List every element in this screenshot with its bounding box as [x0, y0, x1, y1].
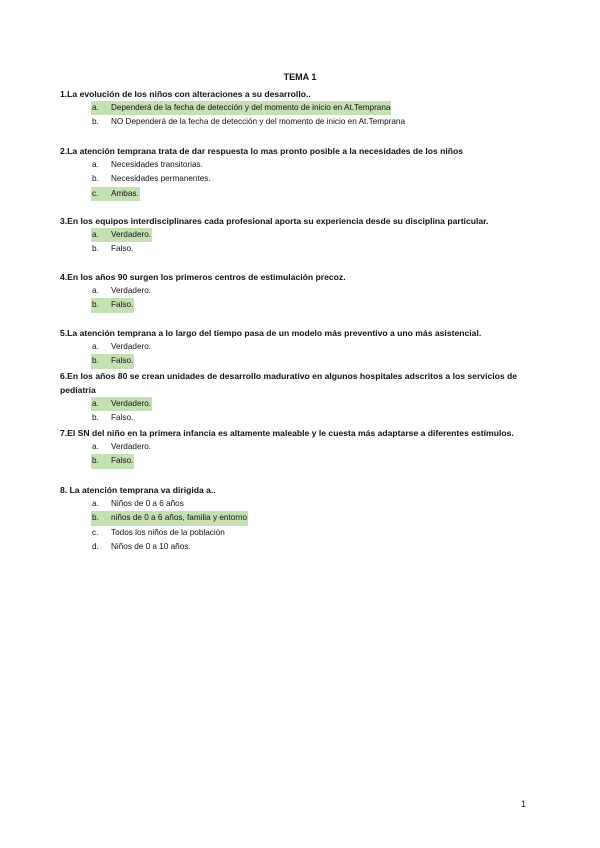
question-text: 7.El SN del niño en la primera infancia es altamente maleable y le cuesta más adaptarse a diferentes estímulos. — [60, 428, 514, 438]
option-content — [91, 101, 391, 115]
answer-option — [91, 172, 520, 186]
option-letter: b. — [92, 174, 99, 184]
option-text: Verdadero. — [111, 230, 152, 239]
option-letter: a. — [92, 442, 99, 451]
answer-option — [91, 115, 520, 129]
option-text: Niños de 0 a 10 años. — [111, 541, 191, 551]
answer-option — [91, 411, 520, 425]
option-text: Verdadero. — [111, 399, 152, 408]
option-text: niños de 0 a 6 años, familia y entorno — [111, 513, 248, 523]
answer-option — [91, 540, 520, 554]
option-text: Verdadero. — [111, 286, 152, 295]
option-content — [91, 440, 152, 454]
option-letter: b. — [92, 356, 99, 366]
answer-option-correct — [91, 511, 520, 525]
question-2 — [60, 144, 520, 201]
option-letter: a. — [92, 342, 99, 351]
question-text: 4.En los años 90 surgen los primeros centros de estimulación precoz. — [60, 272, 346, 282]
option-content — [91, 540, 192, 554]
option-text: Necesidades permanentes. — [111, 174, 211, 184]
option-content — [91, 511, 248, 525]
answer-option — [91, 158, 520, 172]
question-8 — [60, 483, 520, 554]
answer-option-correct — [91, 397, 520, 411]
option-letter: a. — [92, 160, 99, 169]
option-letter: a. — [92, 399, 99, 408]
option-letter: b. — [92, 117, 99, 127]
option-text: Dependerá de la fecha de detección y del momento de inicio en At.Temprana — [111, 103, 391, 112]
option-content — [91, 340, 152, 354]
question-3 — [60, 214, 520, 257]
option-content — [91, 242, 134, 256]
option-text: Falso. — [111, 300, 134, 310]
question-text: 2.La atención temprana trata de dar respuesta lo mas pronto posible a la necesidades de los niños — [60, 146, 464, 156]
option-content — [91, 526, 226, 540]
option-text: Todos los niños de la población — [111, 527, 225, 537]
option-content — [91, 497, 185, 511]
question-6 — [60, 369, 520, 426]
question-text: 5.La atención temprana a lo largo del tiempo pasa de un modelo más preventivo a uno más asistencial. — [60, 328, 482, 338]
option-letter: a. — [92, 103, 99, 112]
option-text: Necesidades transitorias. — [111, 160, 203, 169]
answer-option-correct — [91, 228, 520, 242]
page-number: 1 — [521, 799, 527, 809]
option-content — [91, 187, 140, 201]
answer-option — [91, 497, 520, 511]
answer-option-correct — [91, 298, 520, 312]
answer-option-correct — [91, 101, 520, 115]
option-content — [91, 298, 134, 312]
question-text: 8. La atención temprana va dirigida a.. — [60, 485, 216, 495]
question-text: 1.La evolución de los niños con alteraciones a su desarrollo.. — [60, 89, 311, 99]
option-letter: c. — [92, 188, 99, 198]
option-letter: a. — [92, 499, 99, 508]
option-letter: b. — [92, 456, 99, 466]
question-text: 6.En los años 80 se crean unidades de desarrollo madurativo en algunos hospitales adscritos a los servicios de pediatría — [60, 371, 518, 395]
option-content — [91, 115, 406, 129]
answer-option-correct — [91, 187, 520, 201]
option-letter: b. — [92, 300, 99, 310]
option-letter: c. — [92, 527, 99, 537]
question-7 — [60, 426, 520, 469]
option-letter: a. — [92, 230, 99, 239]
answer-option — [91, 340, 520, 354]
option-content — [91, 228, 152, 242]
option-text: Niños de 0 a 6 años — [111, 499, 184, 508]
answer-option-correct — [91, 454, 520, 468]
question-5 — [60, 326, 520, 369]
document-title: TEMA 1 — [283, 72, 317, 82]
option-letter: b. — [92, 244, 99, 254]
option-content — [91, 397, 152, 411]
option-content — [91, 284, 152, 298]
option-letter: d. — [92, 541, 99, 551]
option-letter: a. — [92, 286, 99, 295]
option-content — [91, 354, 134, 368]
option-content — [91, 454, 134, 468]
option-text: Ambas. — [111, 188, 139, 198]
option-text: Falso. — [111, 456, 134, 466]
answer-option — [91, 242, 520, 256]
option-text: Falso. — [111, 244, 134, 254]
option-text: Verdadero. — [111, 442, 152, 451]
option-letter: b. — [92, 413, 99, 423]
question-4 — [60, 270, 520, 313]
question-1 — [60, 87, 520, 130]
answer-option — [91, 284, 520, 298]
option-content — [91, 172, 212, 186]
question-text: 3.En los equipos interdisciplinares cada profesional aporta su experiencia desde su disciplina particular. — [60, 216, 489, 226]
option-text: NO Dependerá de la fecha de detección y del momento de inicio en At.Temprana — [111, 117, 406, 127]
option-letter: b. — [92, 513, 99, 523]
option-text: Falso. — [111, 413, 134, 423]
option-content — [91, 158, 204, 172]
option-text: Verdadero. — [111, 342, 152, 351]
option-text: Falso. — [111, 356, 134, 366]
answer-option — [91, 440, 520, 454]
answer-option — [91, 526, 520, 540]
option-content — [91, 411, 134, 425]
answer-option-correct — [91, 354, 520, 368]
